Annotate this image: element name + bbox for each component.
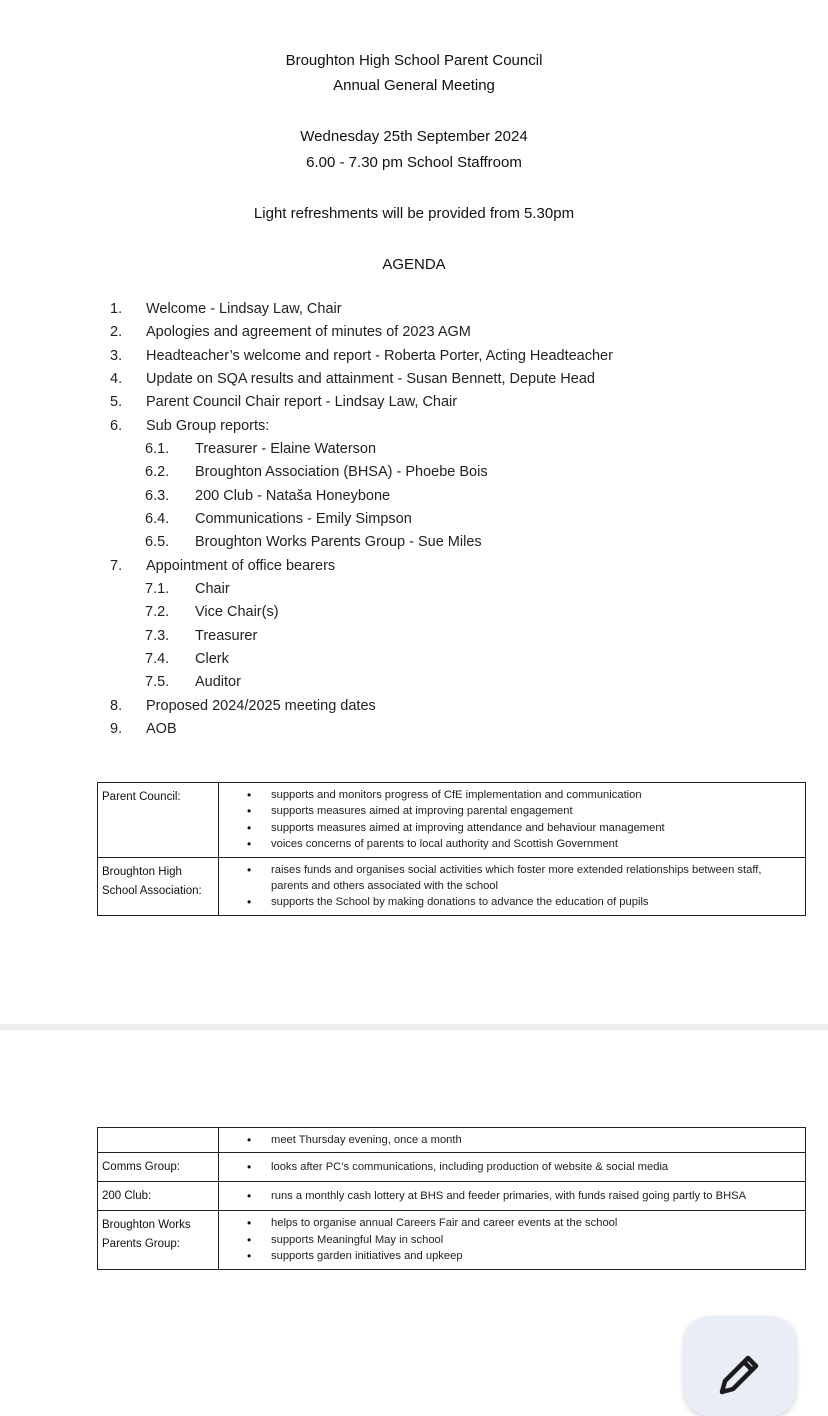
description-cell — [219, 1182, 806, 1211]
agenda-item-text: Appointment of office bearers — [146, 558, 336, 574]
description-cell — [219, 1153, 806, 1182]
list-item: • voices concerns of parents to local authority and Scottish Government — [219, 836, 799, 852]
agenda-item-number: 2. — [110, 324, 123, 340]
list-item: • looks after PC’s communications, including production of website & social media — [219, 1159, 799, 1175]
agenda-title: AGENDA — [382, 256, 446, 273]
description-cell — [219, 1128, 806, 1153]
agenda-item-text: AOB — [146, 721, 177, 737]
table-row — [98, 1153, 806, 1182]
agenda-item-number: 9. — [110, 721, 123, 737]
list-item: • supports garden initiatives and upkeep — [219, 1248, 799, 1264]
role-cell: Comms Group: — [98, 1153, 219, 1182]
agenda-item-number: 7.2. — [145, 604, 170, 620]
table-row — [98, 783, 806, 858]
pencil-edit-icon — [716, 1350, 764, 1398]
agenda-item-number: 8. — [110, 698, 123, 714]
role-cell: Broughton High School Association: — [98, 857, 219, 915]
agenda-item-number: 6. — [110, 418, 123, 434]
table-row — [98, 857, 806, 915]
list-item: • runs a monthly cash lottery at BHS and feeder primaries, with funds raised going partly to BHSA — [219, 1188, 799, 1204]
agenda-item-number: 7. — [110, 558, 123, 574]
meeting-date: Wednesday 25th September 2024 — [300, 128, 528, 145]
list-item: • helps to organise annual Careers Fair and career events at the school — [219, 1215, 799, 1231]
meeting-time-location: 6.00 - 7.30 pm School Staffroom — [306, 154, 522, 171]
agenda-item-number: 6.2. — [145, 464, 170, 480]
agenda-item-text: Headteacher’s welcome and report - Roberta Porter, Acting Headteacher — [146, 348, 613, 364]
edit-fab-button[interactable] — [684, 1316, 796, 1416]
meeting-heading: Annual General Meeting — [333, 77, 495, 94]
list-item: • raises funds and organises social activities which foster more extended relationships between staff, parents and others associated with the school — [219, 862, 799, 895]
description-cell — [219, 783, 806, 858]
agenda-item-number: 7.4. — [145, 651, 170, 667]
list-item: • meet Thursday evening, once a month — [219, 1132, 799, 1148]
list-item: • supports measures aimed at improving attendance and behaviour management — [219, 820, 799, 836]
agenda-item-number: 5. — [110, 394, 123, 410]
agenda-item-number: 7.5. — [145, 674, 170, 690]
agenda-item-number: 3. — [110, 348, 123, 364]
agenda-item-number: 7.3. — [145, 628, 170, 644]
agenda-item-text: 200 Club - Nataša Honeybone — [195, 488, 391, 504]
agenda-item-number: 1. — [110, 301, 123, 317]
agenda-item-text: Welcome - Lindsay Law, Chair — [146, 301, 342, 317]
agenda-item-text: Communications - Emily Simpson — [195, 511, 412, 527]
description-cell — [219, 1211, 806, 1269]
agenda-item-text: Proposed 2024/2025 meeting dates — [146, 698, 376, 714]
agenda-item-text: Broughton Works Parents Group - Sue Miles — [195, 534, 482, 550]
list-item: • supports the School by making donations to advance the education of pupils — [219, 894, 799, 910]
description-cell — [219, 857, 806, 915]
agenda-item-text: Parent Council Chair report - Lindsay Law, Chair — [146, 394, 458, 410]
agenda-item-text: Update on SQA results and attainment - Susan Bennett, Depute Head — [146, 371, 595, 387]
agenda-item-text: Apologies and agreement of minutes of 2023 AGM — [146, 324, 471, 340]
agenda-item-text: Treasurer - Elaine Waterson — [195, 441, 377, 457]
role-cell: Broughton Works Parents Group: — [98, 1211, 219, 1269]
role-cell: 200 Club: — [98, 1182, 219, 1211]
table-row — [98, 1182, 806, 1211]
agenda-item-text: Auditor — [195, 674, 241, 690]
role-cell: Parent Council: — [98, 783, 219, 858]
list-item: • supports measures aimed at improving parental engagement — [219, 803, 799, 819]
agenda-item-text: Vice Chair(s) — [195, 604, 279, 620]
agenda-item-text: Treasurer — [195, 628, 258, 644]
agenda-item-number: 7.1. — [145, 581, 170, 597]
table-row — [98, 1211, 806, 1269]
role-cell — [98, 1128, 219, 1153]
org-heading: Broughton High School Parent Council — [285, 52, 543, 69]
list-item: • supports Meaningful May in school — [219, 1232, 799, 1248]
agenda-item-number: 6.3. — [145, 488, 170, 504]
refreshments-note: Light refreshments will be provided from 5.30pm — [253, 205, 575, 222]
table-row — [98, 1128, 806, 1153]
agenda-item-text: Clerk — [195, 651, 229, 667]
agenda-item-number: 6.1. — [145, 441, 170, 457]
list-item: • supports and monitors progress of CfE implementation and communication — [219, 787, 799, 803]
agenda-item-number: 4. — [110, 371, 123, 387]
agenda-item-text: Chair — [195, 581, 230, 597]
groups-table-1 — [97, 782, 806, 916]
agenda-item-text: Broughton Association (BHSA) - Phoebe Bois — [195, 464, 488, 480]
agenda-item-text: Sub Group reports: — [146, 418, 270, 434]
agenda-item-number: 6.4. — [145, 511, 170, 527]
groups-table-2 — [97, 1127, 806, 1270]
agenda-item-number: 6.5. — [145, 534, 170, 550]
